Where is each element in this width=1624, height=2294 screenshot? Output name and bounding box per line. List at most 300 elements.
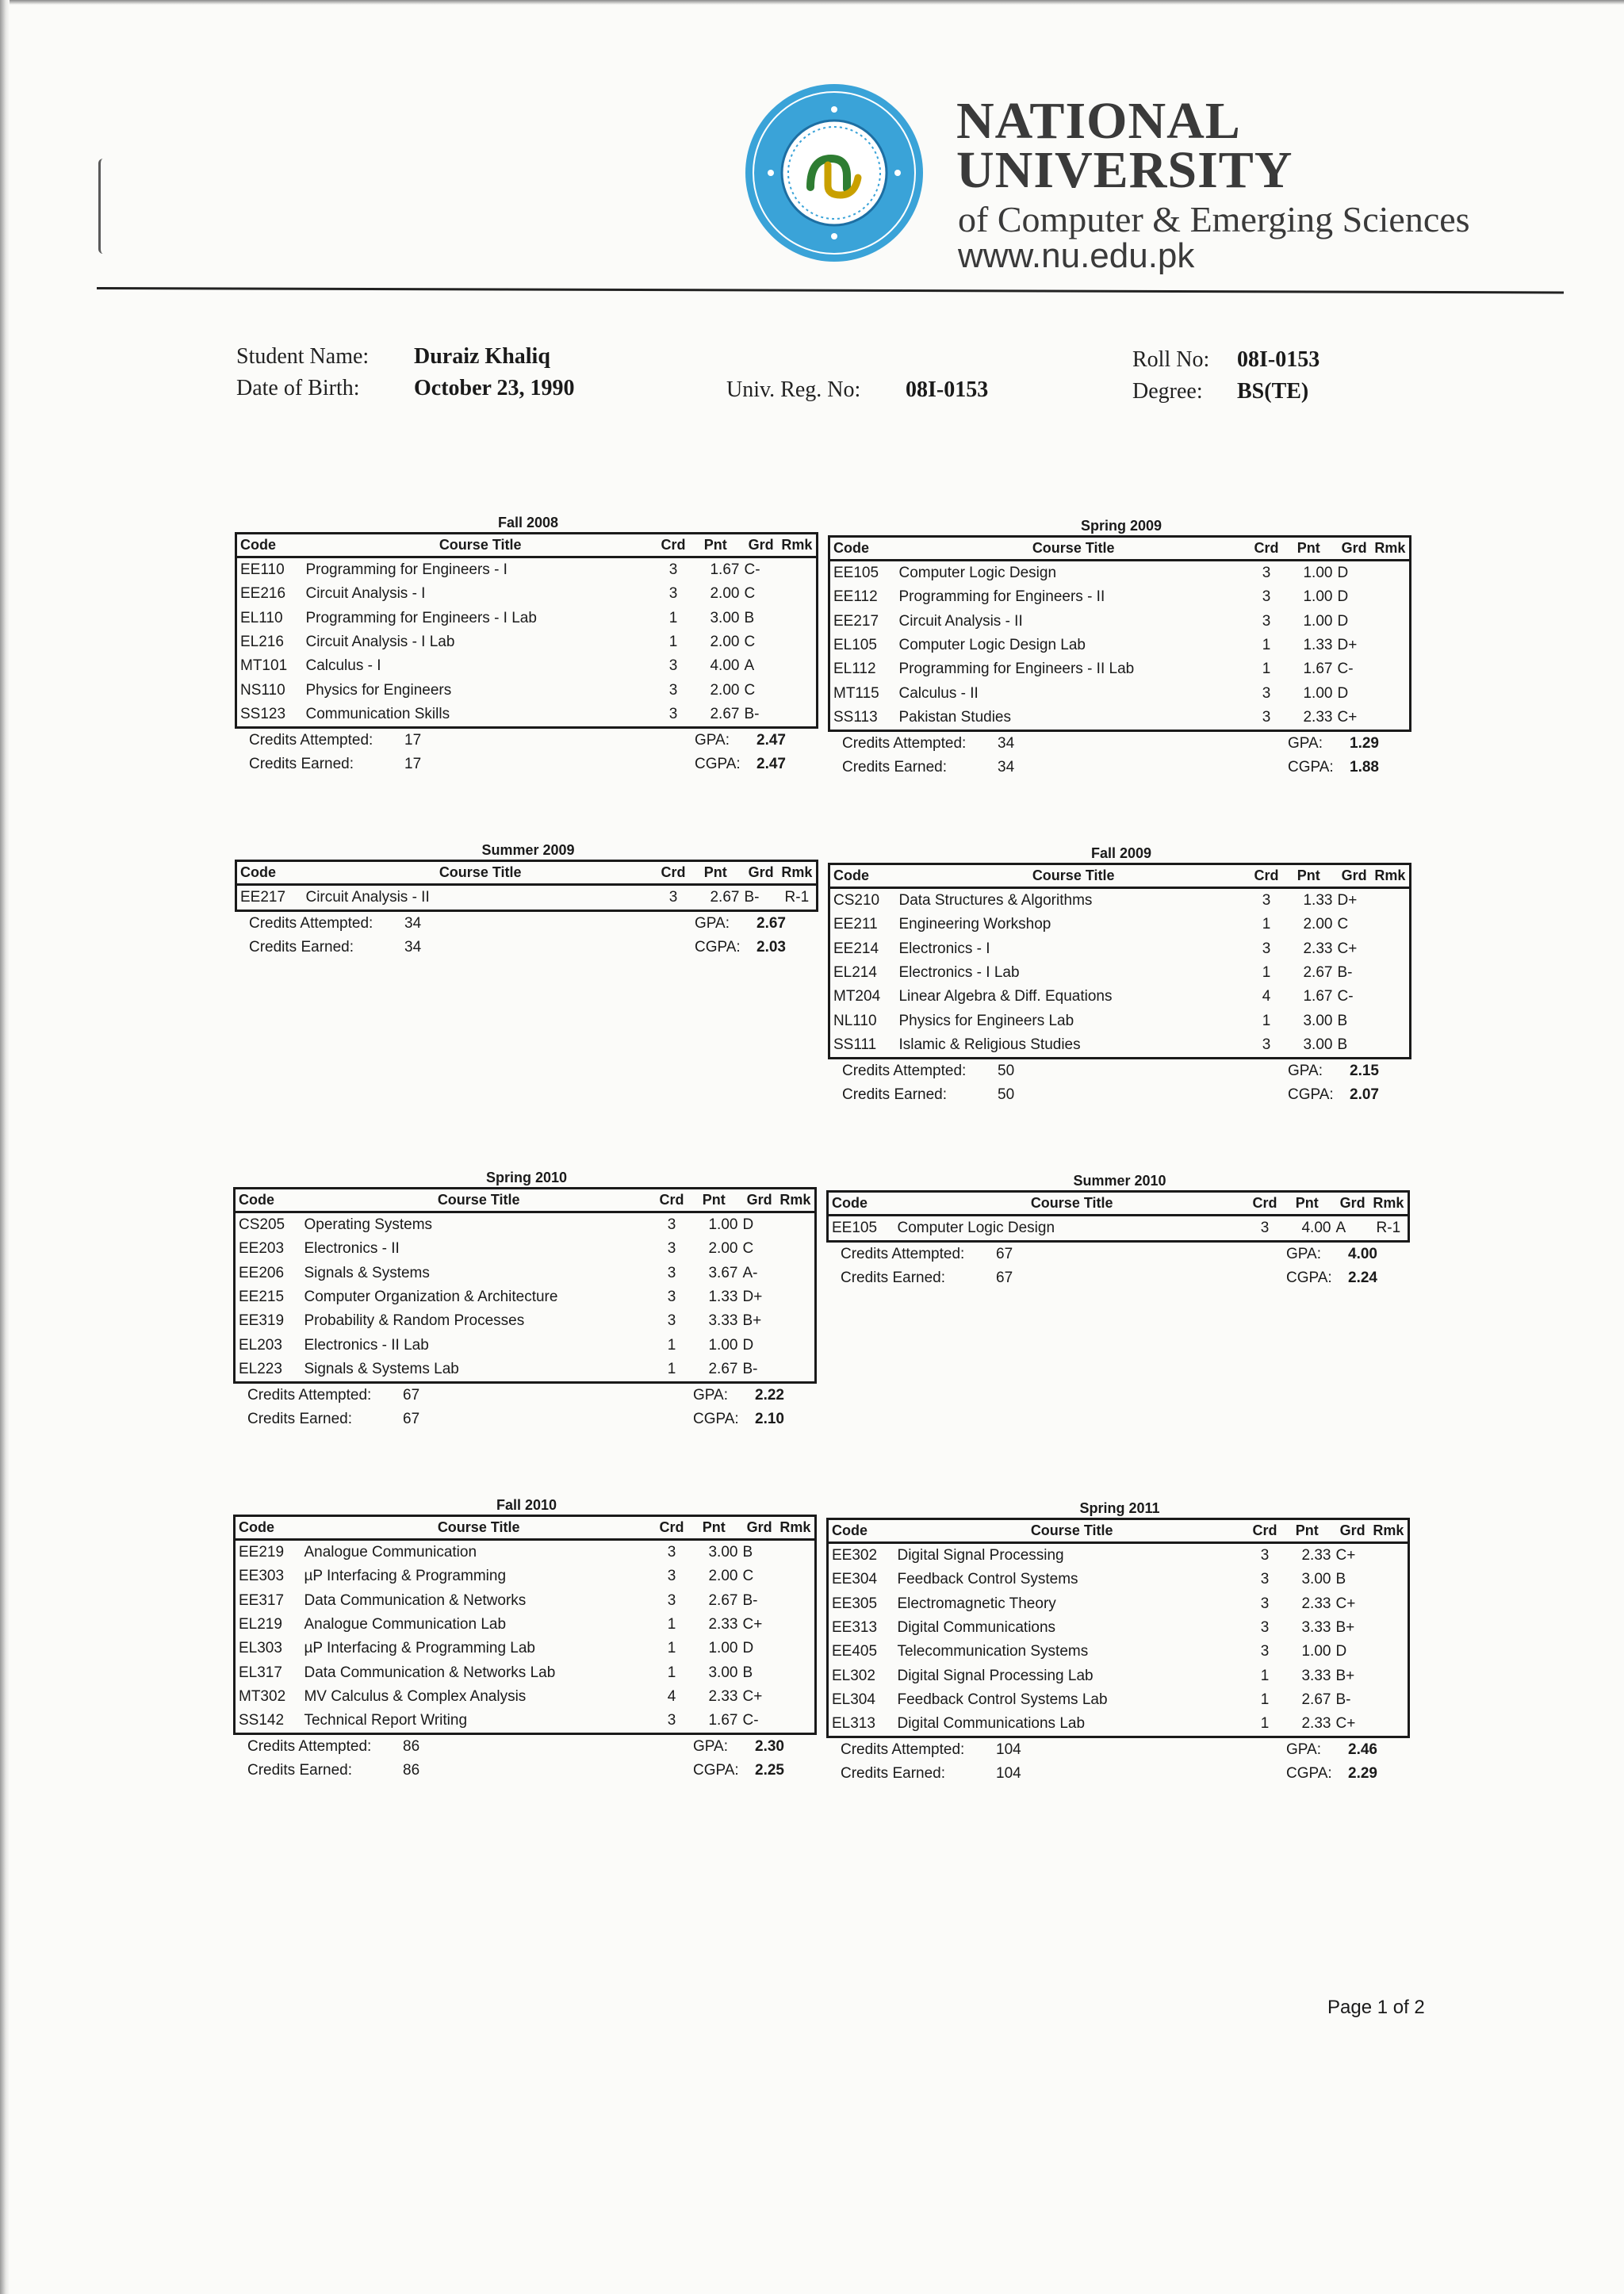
course-grd: B [742, 1664, 753, 1681]
column-header-code: Code [829, 537, 899, 561]
column-header-grd: Grd [1335, 1519, 1369, 1543]
credits-attempted-value: 34 [998, 735, 1015, 753]
course-title: Physics for Engineers [305, 681, 452, 699]
gpa-value: 2.67 [756, 915, 786, 933]
credits-attempted-value: 67 [403, 1387, 420, 1404]
course-pnt: 3.00 [1301, 1571, 1331, 1588]
university-subtitle: of Computer & Emerging Sciences [958, 199, 1470, 239]
credits-attempted-value: 50 [998, 1063, 1015, 1080]
gpa-value: 1.29 [1350, 735, 1379, 753]
university-name-line2: UNIVERSITY [956, 141, 1293, 199]
course-rmk [1369, 1543, 1409, 1568]
course-rmk [1371, 913, 1411, 936]
column-header-grd: Grd [1337, 864, 1370, 888]
course-crd: 3 [1262, 612, 1271, 630]
course-pnt: 3.33 [1301, 1619, 1331, 1637]
page-edge [0, 0, 10, 2294]
course-crd: 3 [1262, 684, 1271, 702]
column-header-code: Code [828, 1519, 898, 1543]
gpa-value: 2.15 [1350, 1063, 1379, 1080]
table-header-row [829, 864, 1411, 888]
course-rmk [776, 1564, 816, 1588]
course-title: Computer Logic Design [897, 1220, 1055, 1237]
table-row [235, 1285, 816, 1309]
course-table [828, 535, 1411, 732]
course-code: EL317 [239, 1664, 282, 1681]
course-rmk [778, 630, 818, 654]
course-pnt: 2.67 [1301, 1691, 1331, 1708]
cgpa-label: CGPA: [1286, 1765, 1332, 1783]
gpa [695, 729, 786, 753]
table-row [235, 1564, 816, 1588]
course-title: Circuit Analysis - II [898, 612, 1023, 630]
course-rmk [778, 654, 818, 678]
gpa-value: 2.30 [755, 1738, 784, 1756]
dob-label: Date of Birth: [236, 376, 360, 400]
course-title: Programming for Engineers - II Lab [898, 661, 1135, 678]
course-title: Electronics - I Lab [898, 964, 1020, 982]
column-header-pnt: Pnt [691, 861, 744, 885]
course-pnt: 1.00 [1303, 588, 1333, 606]
course-rmk [1371, 610, 1411, 634]
cgpa-value: 2.10 [755, 1411, 784, 1428]
course-pnt: 2.33 [1303, 940, 1333, 957]
course-crd: 3 [1260, 1619, 1270, 1637]
semester-totals [233, 1735, 820, 1784]
course-pnt: 2.67 [708, 1591, 738, 1609]
course-pnt: 1.33 [708, 1289, 738, 1306]
course-code: EE203 [239, 1240, 285, 1258]
credits-attempted [249, 729, 421, 753]
course-crd: 1 [1262, 661, 1271, 678]
university-name [956, 92, 1293, 199]
column-header-code: Code [828, 1192, 898, 1216]
course-grd: B+ [1335, 1667, 1355, 1684]
course-code: EL303 [239, 1640, 282, 1657]
course-code: EE405 [832, 1643, 878, 1660]
table-row [235, 1637, 816, 1660]
course-code: EL203 [239, 1336, 282, 1354]
course-crd: 1 [667, 1336, 676, 1354]
cgpa-label: CGPA: [1288, 1086, 1334, 1104]
table-row [828, 1712, 1409, 1737]
course-grd: D+ [742, 1289, 763, 1306]
table-row [235, 1685, 816, 1709]
table-header-row [829, 537, 1411, 561]
cgpa-value: 2.07 [1350, 1086, 1379, 1104]
course-title: Physics for Engineers Lab [898, 1012, 1074, 1029]
semester-title: Fall 2010 [496, 1497, 557, 1513]
course-rmk [1371, 961, 1411, 985]
course-title: Digital Communications Lab [897, 1715, 1086, 1733]
credits-earned-label: Credits Earned: [842, 759, 948, 776]
table-row [829, 913, 1411, 936]
course-rmk [778, 678, 818, 702]
course-code: EL313 [832, 1715, 875, 1733]
credits-earned-label: Credits Earned: [249, 939, 354, 956]
course-title: µP Interfacing & Programming [304, 1568, 507, 1585]
course-rmk [1371, 657, 1411, 681]
cgpa-value: 2.25 [755, 1762, 784, 1779]
course-grd: B- [742, 1591, 758, 1609]
cgpa-label: CGPA: [1288, 759, 1334, 776]
course-rmk [776, 1660, 816, 1684]
course-grd: A- [742, 1264, 758, 1281]
course-crd: 3 [668, 681, 678, 699]
course-table [235, 532, 818, 729]
course-pnt: 2.33 [1303, 708, 1333, 726]
degree-label: Degree: [1132, 379, 1203, 404]
credits-earned [841, 1266, 1013, 1290]
course-title: Programming for Engineers - I [305, 561, 508, 579]
course-grd: D [1337, 684, 1349, 702]
column-header-rmk: Rmk [776, 1189, 816, 1212]
table-row [828, 1640, 1409, 1664]
course-code: MT302 [239, 1687, 286, 1705]
course-pnt: 2.33 [708, 1687, 738, 1705]
course-grd: D+ [1337, 892, 1358, 910]
credits-attempted-value: 67 [996, 1246, 1013, 1263]
table-header-row [236, 861, 818, 885]
course-title: Programming for Engineers - I Lab [305, 609, 537, 626]
credits-attempted-value: 17 [404, 732, 422, 749]
course-rmk [1369, 1616, 1409, 1640]
page-number: Page 1 of 2 [1327, 1997, 1425, 2018]
course-rmk [1369, 1568, 1409, 1591]
course-title: Communication Skills [305, 705, 450, 722]
course-code: MT115 [833, 684, 879, 702]
gpa-value: 2.46 [1348, 1741, 1377, 1759]
course-code: EE110 [240, 561, 285, 579]
credits-earned-label: Credits Earned: [247, 1411, 353, 1428]
course-code: EE303 [239, 1568, 285, 1585]
gpa-label: GPA: [695, 732, 730, 749]
column-header-title: Course Title [898, 537, 1247, 561]
course-crd: 3 [667, 1544, 676, 1561]
table-row [235, 1262, 816, 1285]
column-header-title: Course Title [898, 864, 1247, 888]
course-title: Data Structures & Algorithms [898, 892, 1093, 910]
course-crd: 4 [667, 1687, 676, 1705]
course-crd: 1 [667, 1360, 676, 1377]
cgpa-value: 2.29 [1348, 1765, 1377, 1783]
table-row [236, 582, 818, 606]
credits-earned-label: Credits Earned: [842, 1086, 948, 1104]
course-crd: 3 [667, 1264, 676, 1281]
semester-block [826, 1171, 1413, 1292]
table-row [828, 1592, 1409, 1616]
column-header-title: Course Title [897, 1192, 1246, 1216]
credits-attempted [842, 1059, 1014, 1083]
course-code: SS111 [833, 1036, 877, 1053]
cgpa-value: 2.47 [756, 756, 786, 773]
credits-earned-label: Credits Earned: [841, 1270, 946, 1287]
table-row [828, 1543, 1409, 1568]
table-row [829, 961, 1411, 985]
course-rmk: R-1 [784, 889, 810, 906]
semester-totals [828, 732, 1415, 781]
course-grd: D [1337, 588, 1349, 606]
table-row [236, 703, 818, 728]
course-table [828, 863, 1411, 1059]
course-pnt: 1.67 [708, 1712, 738, 1729]
table-header-row [235, 1189, 816, 1212]
course-grd: C+ [1335, 1715, 1356, 1733]
course-title: Computer Logic Design Lab [898, 637, 1086, 654]
course-code: EL304 [832, 1691, 875, 1708]
course-title: Linear Algebra & Diff. Equations [898, 988, 1113, 1005]
cgpa-label: CGPA: [693, 1762, 739, 1779]
column-header-rmk: Rmk [776, 1516, 816, 1540]
gpa-label: GPA: [693, 1387, 728, 1404]
table-row [829, 657, 1411, 681]
course-pnt: 2.00 [1303, 916, 1333, 933]
course-title: Calculus - II [898, 684, 979, 702]
course-crd: 3 [1260, 1220, 1270, 1237]
course-grd: C [744, 681, 756, 699]
course-rmk [776, 1333, 816, 1357]
semester-title: Spring 2009 [1080, 518, 1162, 534]
course-rmk [776, 1309, 816, 1333]
column-header-code: Code [235, 1516, 304, 1540]
course-code: EE219 [239, 1544, 285, 1561]
course-grd: B [744, 609, 755, 626]
course-rmk [776, 1709, 816, 1734]
gpa-value: 4.00 [1348, 1246, 1377, 1263]
course-rmk: R-1 [1376, 1220, 1401, 1237]
course-grd: C [742, 1568, 754, 1585]
table-row [236, 557, 818, 583]
column-header-title: Course Title [897, 1519, 1246, 1543]
credits-attempted [841, 1243, 1013, 1266]
course-title: Signals & Systems [304, 1264, 430, 1281]
course-rmk [1371, 585, 1411, 609]
cgpa-label: CGPA: [1286, 1270, 1332, 1287]
course-rmk [1369, 1592, 1409, 1616]
course-title: Electronics - II [304, 1240, 400, 1258]
course-crd: 3 [1260, 1643, 1270, 1660]
course-pnt: 1.00 [1303, 612, 1333, 630]
table-row [235, 1309, 816, 1333]
dob-value: October 23, 1990 [414, 376, 575, 400]
course-code: SS142 [239, 1712, 285, 1729]
course-pnt: 2.67 [710, 705, 740, 722]
column-header-pnt: Pnt [691, 534, 744, 557]
course-title: Electromagnetic Theory [897, 1595, 1056, 1612]
course-rmk [776, 1613, 816, 1637]
course-grd: A [1335, 1220, 1346, 1237]
column-header-grd: Grd [744, 861, 777, 885]
column-header-grd: Grd [742, 1189, 776, 1212]
course-code: NS110 [240, 681, 285, 699]
course-pnt: 2.67 [708, 1360, 738, 1377]
course-pnt: 2.33 [1301, 1595, 1331, 1612]
roll-value: 08I-0153 [1237, 347, 1320, 372]
table-row [828, 1664, 1409, 1687]
page-edge [0, 0, 1624, 5]
course-grd: C+ [1335, 1547, 1356, 1564]
reg-value: 08I-0153 [906, 377, 989, 402]
course-code: EL105 [833, 637, 877, 654]
course-crd: 3 [1262, 565, 1271, 582]
course-code: CS210 [833, 892, 880, 910]
semester-block [235, 513, 822, 778]
semester-block [826, 1499, 1413, 1787]
table-row [829, 1033, 1411, 1059]
course-crd: 3 [667, 1289, 676, 1306]
gpa [1288, 732, 1379, 756]
table-row [235, 1540, 816, 1565]
course-rmk [1369, 1640, 1409, 1664]
course-title: Analogue Communication Lab [304, 1616, 507, 1633]
course-crd: 1 [1262, 1012, 1271, 1029]
course-crd: 3 [668, 705, 678, 722]
course-title: Circuit Analysis - I Lab [305, 634, 455, 651]
course-title: Analogue Communication [304, 1544, 477, 1561]
gpa-label: GPA: [1286, 1246, 1321, 1263]
course-code: EL216 [240, 634, 284, 651]
credits-earned-value: 67 [403, 1411, 420, 1428]
course-pnt: 2.67 [1303, 964, 1333, 982]
credits-attempted-value: 34 [404, 915, 422, 933]
cgpa-label: CGPA: [695, 756, 741, 773]
table-row [235, 1709, 816, 1734]
course-crd: 3 [1262, 1036, 1271, 1053]
course-title: Electronics - I [898, 940, 990, 957]
table-row [829, 561, 1411, 586]
course-title: Circuit Analysis - I [305, 585, 426, 603]
credits-earned [842, 756, 1014, 779]
course-grd: D [742, 1640, 754, 1657]
table-header-row [236, 534, 818, 557]
table-row [829, 706, 1411, 731]
course-code: CS205 [239, 1216, 285, 1234]
column-header-code: Code [236, 861, 306, 885]
course-rmk [776, 1262, 816, 1285]
cgpa-value: 2.03 [756, 939, 786, 956]
table-row [236, 654, 818, 678]
credits-earned-value: 17 [404, 756, 422, 773]
credits-earned-value: 86 [403, 1762, 420, 1779]
course-pnt: 1.67 [1303, 661, 1333, 678]
table-header-row [828, 1519, 1409, 1543]
course-grd: C- [1337, 988, 1354, 1005]
column-header-rmk: Rmk [778, 861, 818, 885]
course-code: EE112 [833, 588, 878, 606]
course-crd: 3 [668, 585, 678, 603]
course-code: EE319 [239, 1312, 285, 1330]
course-pnt: 3.00 [708, 1664, 738, 1681]
course-rmk [778, 703, 818, 728]
course-rmk [1369, 1712, 1409, 1737]
course-code: MT204 [833, 988, 881, 1005]
course-crd: 1 [667, 1616, 676, 1633]
semester-totals [826, 1738, 1413, 1787]
reg-label: Univ. Reg. No: [726, 377, 861, 402]
course-pnt: 3.00 [1303, 1036, 1333, 1053]
table-row [236, 678, 818, 702]
course-crd: 3 [667, 1591, 676, 1609]
course-crd: 3 [1262, 588, 1271, 606]
semester-title: Fall 2008 [497, 515, 559, 530]
course-grd: D [742, 1336, 754, 1354]
header-divider [97, 287, 1564, 293]
column-header-code: Code [829, 864, 899, 888]
column-header-rmk: Rmk [778, 534, 818, 557]
course-crd: 3 [1262, 940, 1271, 957]
column-header-pnt: Pnt [690, 1189, 742, 1212]
student-name: Duraiz Khaliq [414, 344, 550, 369]
cgpa [695, 753, 786, 776]
course-rmk [776, 1237, 816, 1261]
university-website: www.nu.edu.pk [958, 236, 1195, 275]
course-rmk [776, 1685, 816, 1709]
cgpa [1286, 1266, 1377, 1290]
course-pnt: 1.00 [1301, 1643, 1331, 1660]
course-pnt: 2.00 [708, 1240, 738, 1258]
course-crd: 1 [1262, 964, 1271, 982]
course-pnt: 2.00 [708, 1568, 738, 1585]
credits-earned-value: 34 [404, 939, 422, 956]
credits-earned [841, 1762, 1021, 1786]
credits-attempted-label: Credits Attempted: [249, 732, 373, 749]
course-pnt: 2.00 [710, 634, 740, 651]
course-grd: B- [744, 889, 760, 906]
course-crd: 1 [668, 634, 678, 651]
course-rmk [1371, 706, 1411, 731]
course-grd: B [1337, 1036, 1348, 1053]
semester-title: Summer 2010 [1073, 1173, 1166, 1189]
course-title: Computer Logic Design [898, 565, 1057, 582]
column-header-crd: Crd [1247, 1519, 1283, 1543]
course-code: EL302 [832, 1667, 875, 1684]
course-rmk [776, 1212, 816, 1238]
course-title: Electronics - II Lab [304, 1336, 429, 1354]
course-grd: A [744, 657, 755, 675]
credits-attempted-label: Credits Attempted: [247, 1387, 372, 1404]
table-row [235, 1613, 816, 1637]
credits-attempted-value: 104 [996, 1741, 1021, 1759]
course-rmk [778, 607, 818, 630]
course-rmk [778, 557, 818, 583]
gpa-label: GPA: [1288, 735, 1323, 753]
gpa [1286, 1738, 1377, 1762]
course-title: Circuit Analysis - II [305, 889, 430, 906]
table-row [828, 1568, 1409, 1591]
course-crd: 3 [668, 889, 678, 906]
course-crd: 3 [667, 1712, 676, 1729]
course-code: EL223 [239, 1360, 282, 1377]
credits-attempted-label: Credits Attempted: [249, 915, 373, 933]
credits-earned-label: Credits Earned: [841, 1765, 946, 1783]
course-code: EL219 [239, 1616, 282, 1633]
column-header-grd: Grd [742, 1516, 776, 1540]
credits-attempted-label: Credits Attempted: [842, 735, 967, 753]
course-rmk [778, 582, 818, 606]
column-header-crd: Crd [653, 1516, 690, 1540]
course-grd: D [742, 1216, 754, 1234]
column-header-code: Code [236, 534, 306, 557]
semester-title: Spring 2010 [485, 1170, 568, 1185]
column-header-grd: Grd [1335, 1192, 1369, 1216]
credits-attempted [247, 1384, 419, 1407]
credits-earned-label: Credits Earned: [247, 1762, 353, 1779]
table-row [829, 888, 1411, 913]
course-code: EE214 [833, 940, 879, 957]
semester-totals [235, 729, 822, 778]
course-title: Feedback Control Systems [897, 1571, 1078, 1588]
semester-block [235, 841, 822, 961]
